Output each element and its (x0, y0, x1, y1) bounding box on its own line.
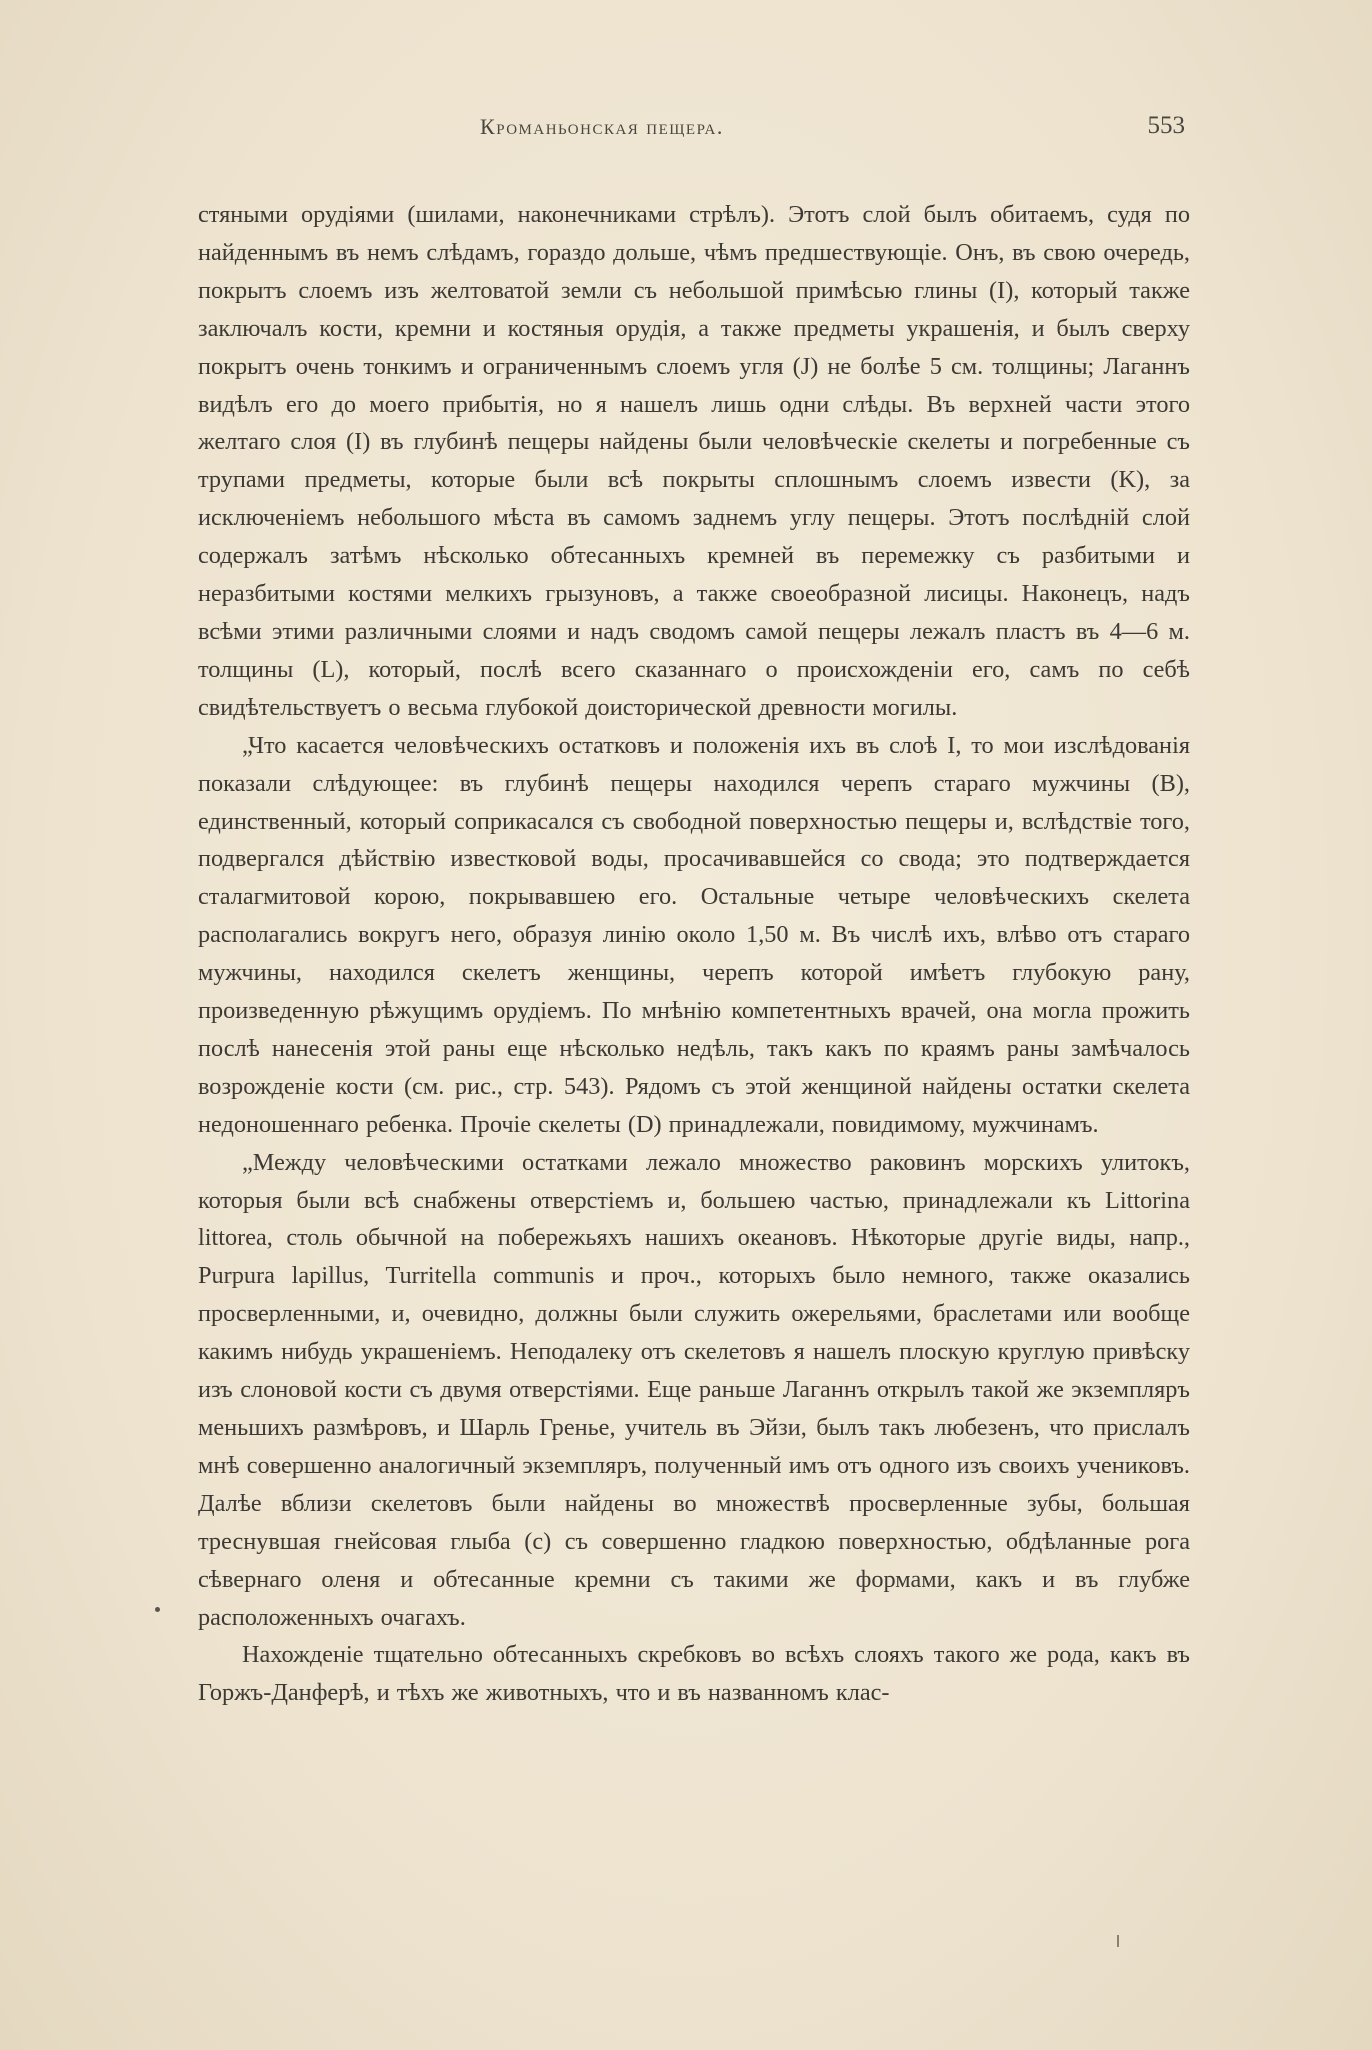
paragraph-4: Нахожденіе тщательно обтесанныхъ скребковъ во всѣхъ слояхъ такого же рода, какъ въ Горжъ-Данферѣ, и тѣхъ же животныхъ, что и въ названномъ клас- (198, 1641, 1190, 1707)
margin-dot (155, 1607, 160, 1612)
paragraph-3: „Между человѣческими остатками лежало множество раковинъ морскихъ улитокъ, которыя были всѣ снабжены отверстіемъ и, большею частью, принадлежали къ Littorina littorea, столь обычной на побережьяхъ нашихъ океановъ. Нѣкоторые другіе виды, напр., Purpura lapillus, Turritella communis и проч., которыхъ было немного, также оказались просверленными, и, очевидно, должны были служить ожерельями, браслетами или вообще какимъ нибудь украшеніемъ. Неподалеку отъ скелетовъ я нашелъ плоскую круглую привѣску изъ слоновой кости съ двумя отверстіями. Еще раньше Лаганнъ открылъ такой же экземпляръ меньшихъ размѣровъ, и Шарль Гренье, учитель въ Эйзи, былъ такъ любезенъ, что прислалъ мнѣ совершенно аналогичный экземпляръ, полученный имъ отъ одного изъ своихъ учениковъ. Далѣе вблизи скелетовъ были найдены во множествѣ просверленные зубы, большая треснувшая гнейсовая глыба (c) съ совершенно гладкою поверхностью, обдѣланные рога сѣвернаго оленя и обтесанные кремни съ такими же формами, какъ и въ глубже расположенныхъ очагахъ. (198, 1148, 1190, 1631)
running-title-initial: К (480, 114, 497, 139)
body-text (198, 196, 1190, 1712)
bottom-tick (1117, 1935, 1119, 1947)
paragraph-1: стяными орудіями (шилами, наконечниками стрѣлъ). Этотъ слой былъ обитаемъ, судя по найденнымъ въ немъ слѣдамъ, гораздо дольше, чѣмъ предшествующіе. Онъ, въ свою очередь, покрытъ слоемъ изъ желтоватой земли съ небольшой примѣсью глины (I), который также заключалъ кости, кремни и костяныя орудія, а также предметы украшенія, и былъ сверху покрытъ очень тонкимъ и ограниченнымъ слоемъ угля (J) не болѣе 5 см. толщины; Лаганнъ видѣлъ его до моего прибытія, но я нашелъ лишь одни слѣды. Въ верхней части этого желтаго слоя (I) въ глубинѣ пещеры найдены были человѣческіе скелеты и погребенные съ трупами предметы, которые были всѣ покрыты сплошнымъ слоемъ извести (K), за исключеніемъ небольшого мѣста въ самомъ заднемъ углу пещеры. Этотъ послѣдній слой содержалъ затѣмъ нѣсколько обтесанныхъ кремней въ перемежку съ разбитыми и неразбитыми костями мелкихъ грызуновъ, а также своеобразной лисицы. Наконецъ, надъ всѣми этими различными слоями и надъ сводомъ самой пещеры лежалъ пластъ въ 4—6 м. толщины (L), который, послѣ всего сказаннаго о происхожденіи его, самъ по себѣ свидѣтельствуетъ о весьма глубокой доисторической древности могилы. (198, 201, 1190, 721)
running-title (480, 114, 724, 140)
page-number: 553 (1147, 112, 1185, 139)
running-head (200, 108, 1185, 148)
paragraph-2: „Что касается человѣческихъ остатковъ и положенія ихъ въ слоѣ I, то мои изслѣдованія показали слѣдующее: въ глубинѣ пещеры находился черепъ стараго мужчины (B), единственный, который соприкасался съ свободной поверхностью пещеры и, вслѣдствіе того, подвергался дѣйствію известковой воды, просачивавшейся со свода; это подтверждается сталагмитовой корою, покрывавшею его. Остальные четыре человѣческихъ скелета располагались вокругъ него, образуя линію около 1,50 м. Въ числѣ ихъ, влѣво отъ стараго мужчины, находился скелетъ женщины, черепъ которой имѣетъ глубокую рану, произведенную рѣжущимъ орудіемъ. По мнѣнію компетентныхъ врачей, она могла прожить послѣ нанесенія этой раны еще нѣсколько недѣль, такъ какъ по краямъ раны замѣчалось возрожденіе кости (см. рис., стр. 543). Рядомъ съ этой женщиной найдены остатки скелета недоношеннаго ребенка. Прочіе скелеты (D) принадлежали, повидимому, мужчинамъ. (198, 731, 1190, 1138)
running-title-rest: романьонская пещера. (496, 114, 724, 139)
